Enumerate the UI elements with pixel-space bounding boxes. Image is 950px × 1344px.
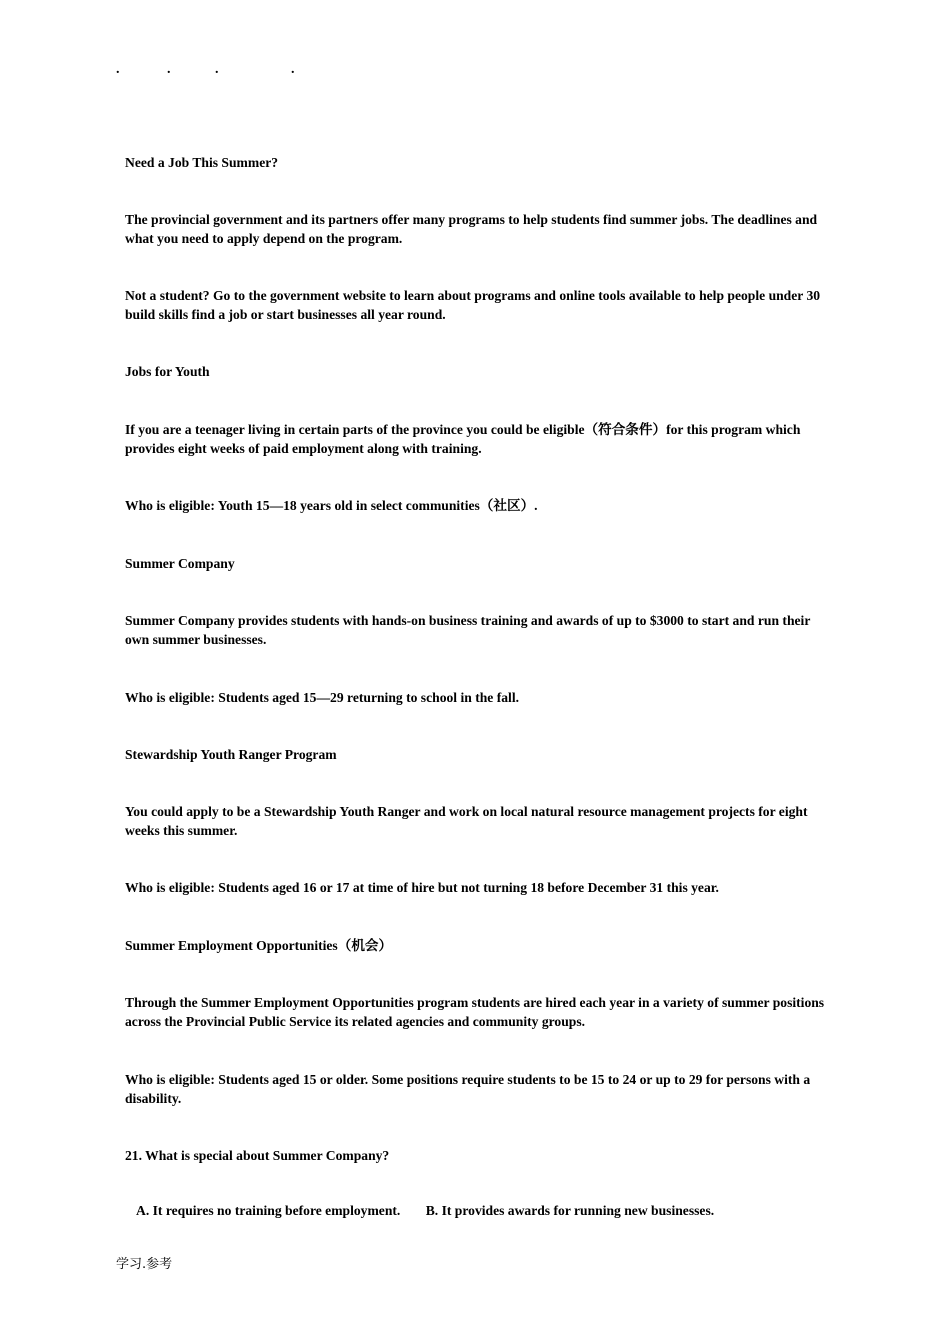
- article-body: [125, 153, 837, 1165]
- program-description: Summer Company provides students with hands-on business training and awards of up to $3000 to start and run their own summer businesses.: [125, 613, 811, 647]
- program-description: Through the Summer Employment Opportunities program students are hired each year in a variety of summer positions across the Provincial Public Service its related agencies and community groups.: [125, 995, 825, 1029]
- program-heading: Summer Employment Opportunities（机会）: [125, 938, 393, 953]
- program-description: You could apply to be a Stewardship Youth Ranger and work on local natural resource management projects for eight weeks this summer.: [125, 804, 808, 838]
- intro-paragraph: The provincial government and its partners offer many programs to help students find summer jobs. The deadlines and what you need to apply depend on the program.: [125, 212, 818, 246]
- header-dot: .: [291, 62, 295, 77]
- page-footer: 学习.参考: [116, 1257, 173, 1272]
- article-title: Need a Job This Summer?: [125, 155, 279, 170]
- header-dots: [0, 62, 950, 76]
- program-description: If you are a teenager living in certain parts of the province you could be eligible（符合条件）for this program which provides eight weeks of paid employment along with training.: [125, 422, 801, 456]
- program-eligibility: Who is eligible: Students aged 16 or 17 at time of hire but not turning 18 before December 31 this year.: [125, 880, 719, 895]
- header-dot: .: [215, 62, 219, 77]
- option-a: A. It requires no training before employment.: [136, 1203, 401, 1218]
- program-heading: Jobs for Youth: [125, 364, 210, 379]
- header-dot: .: [167, 62, 171, 77]
- header-dot: .: [116, 62, 120, 77]
- program-eligibility: Who is eligible: Students aged 15 or older. Some positions require students to be 15 to 24 or up to 29 for persons with a disability.: [125, 1072, 811, 1106]
- not-student-paragraph: Not a student? Go to the government website to learn about programs and online tools available to help people under 30 build skills find a job or start businesses all year round.: [125, 288, 821, 322]
- program-eligibility: Who is eligible: Youth 15—18 years old in select communities（社区）.: [125, 498, 538, 513]
- program-heading: Summer Company: [125, 556, 235, 571]
- program-eligibility: Who is eligible: Students aged 15—29 returning to school in the fall.: [125, 690, 519, 705]
- question-text: 21. What is special about Summer Company?: [125, 1148, 390, 1163]
- option-b: B. It provides awards for running new businesses.: [425, 1203, 715, 1218]
- answer-options: [136, 1203, 714, 1219]
- program-heading: Stewardship Youth Ranger Program: [125, 747, 337, 762]
